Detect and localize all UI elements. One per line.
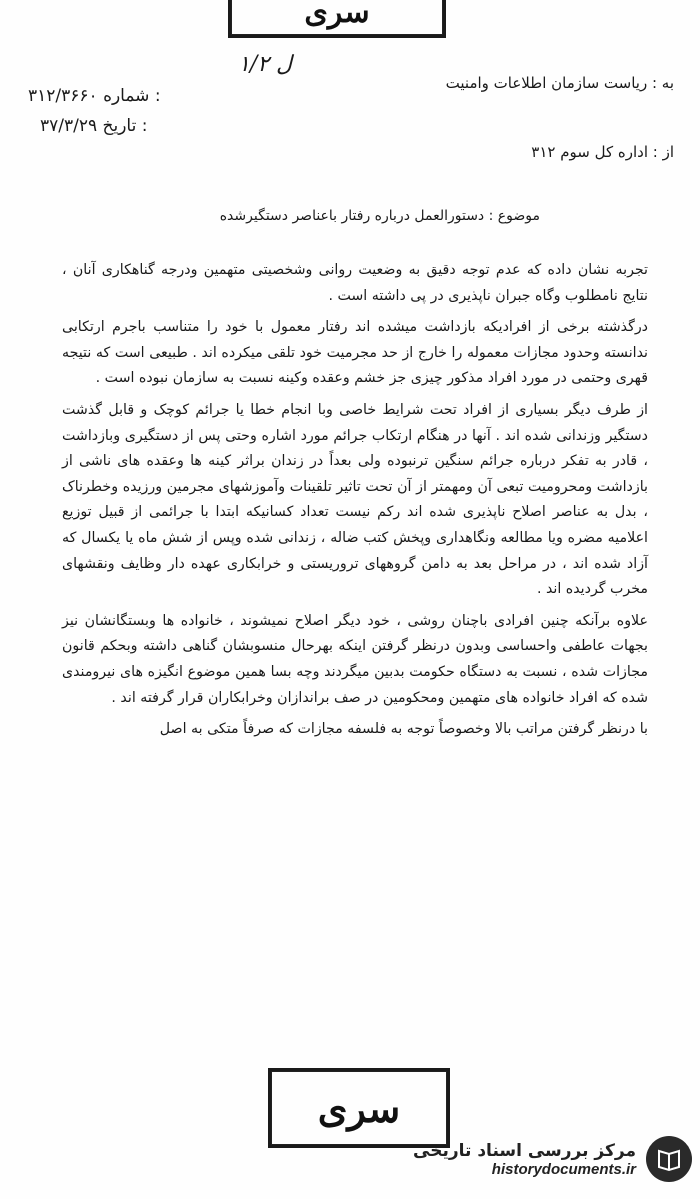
letter-date-label: تاریخ : — [102, 116, 148, 136]
stamp-top-label: سری — [231, 0, 443, 35]
body-paragraph-1: تجربه نشان داده که عدم توجه دقیق به وضعیت روانی وشخصیتی متهمین ودرجه گناهکاری آنان ، نتایج نامطلوب وگاه جبران ناپذیری در پی داشته است . — [62, 262, 648, 304]
letter-body — [62, 258, 648, 749]
letter-number — [28, 86, 161, 106]
body-paragraph-2: درگذشته برخی از افرادیکه بازداشت میشده اند رفتار معمول با خود را متناسب باجرم ارتکابی ندانسته وحدود مجازات معموله را خارج از حد مجرمیت خود تلقی میکرده اند . طبیعی است که نتیجه قهری وحتمی در مورد افراد مذکور چیزی جز خشم وعقده وکینه نسبت به سازمان نبوده است . — [62, 319, 648, 387]
subject-line: موضوع : دستورالعمل درباره رفتار باعناصر دستگیرشده — [219, 208, 540, 224]
stamp-bottom-label: سری — [271, 1071, 447, 1145]
letter-date — [40, 116, 147, 136]
sender-line: از : اداره کل سوم ۳۱۲ — [531, 143, 674, 161]
recipient-line: به : ریاست سازمان اطلاعات وامنیت — [445, 74, 674, 92]
letter-date-value: ۳۷/۳/۲۹ — [40, 116, 98, 136]
letter-number-label: شماره : — [103, 86, 161, 106]
handwritten-note: ۱/۲ ل — [238, 52, 293, 77]
footer-text — [413, 1141, 636, 1178]
footer-org-name: مرکز بررسی اسناد تاریخی — [413, 1140, 636, 1161]
body-paragraph-3: از طرف دیگر بسیاری از افراد تحت شرایط خاصی وبا انجام خطا یا جرائم کوچک و قابل گذشت دستگیر وزندانی شده اند . آنها در هنگام ارتکاب جرائم مورد اشاره وحتی پس از دستگیری وبازداشت ، قادر به تفکر درباره جرائم سنگین ترنبوده ولی بعداً در زندان براثر کینه ها وعقده های ناشی از بازداشت ومحرومیت تبعی آن ومهمتر از آن تحت تاثیر تلقینات وآموزشهای مجرمین ورزیده وخطرناک ، بدل به عناصر اصلاح ناپذیری شده اند رکم نیست تعداد کسانیکه ابتدا با جرائمی از قبیل توزیع اعلامیه مضره ویا مطالعه ونگاهداری وپخش کتب ضاله ، زندانی شده وپس از شش ماه یا یکسال که آزاد شده اند ، در مراحل بعد به دامن گروههای تروریستی و خرابکاری عهده دار وظایف ونقشهای مخرب گردیده اند . — [62, 401, 648, 598]
body-paragraph-5: با درنظر گرفتن مراتب بالا وخصوصاً توجه به فلسفه مجازات که صرفاً متکی به اصل — [159, 721, 648, 738]
footer-site-url: historydocuments.ir — [491, 1160, 636, 1178]
letter-number-value: ۳۱۲/۳۶۶۰ — [28, 86, 98, 106]
watermark-footer — [407, 1129, 692, 1189]
secret-stamp-top — [228, 0, 446, 38]
book-icon — [646, 1136, 692, 1182]
body-paragraph-4: علاوه برآنکه چنین افرادی باچنان روشی ، خود دیگر اصلاح نمیشوند ، خانواده ها وبستگانشان نیز بجهات عاطفی واحساسی وبدون درنظر گرفتن اینکه بهرحال منسوبشان گناهی داشته وبحکم قانون مجازات شده ، نسبت به دستگاه حکومت بدبین میگردند وچه بسا همین موضوع انگیزه های نیرومندی شده که افراد خانواده های متهمین ومحکومین در صف براندازان وخرابکاران قرار گرفته اند . — [62, 612, 648, 706]
